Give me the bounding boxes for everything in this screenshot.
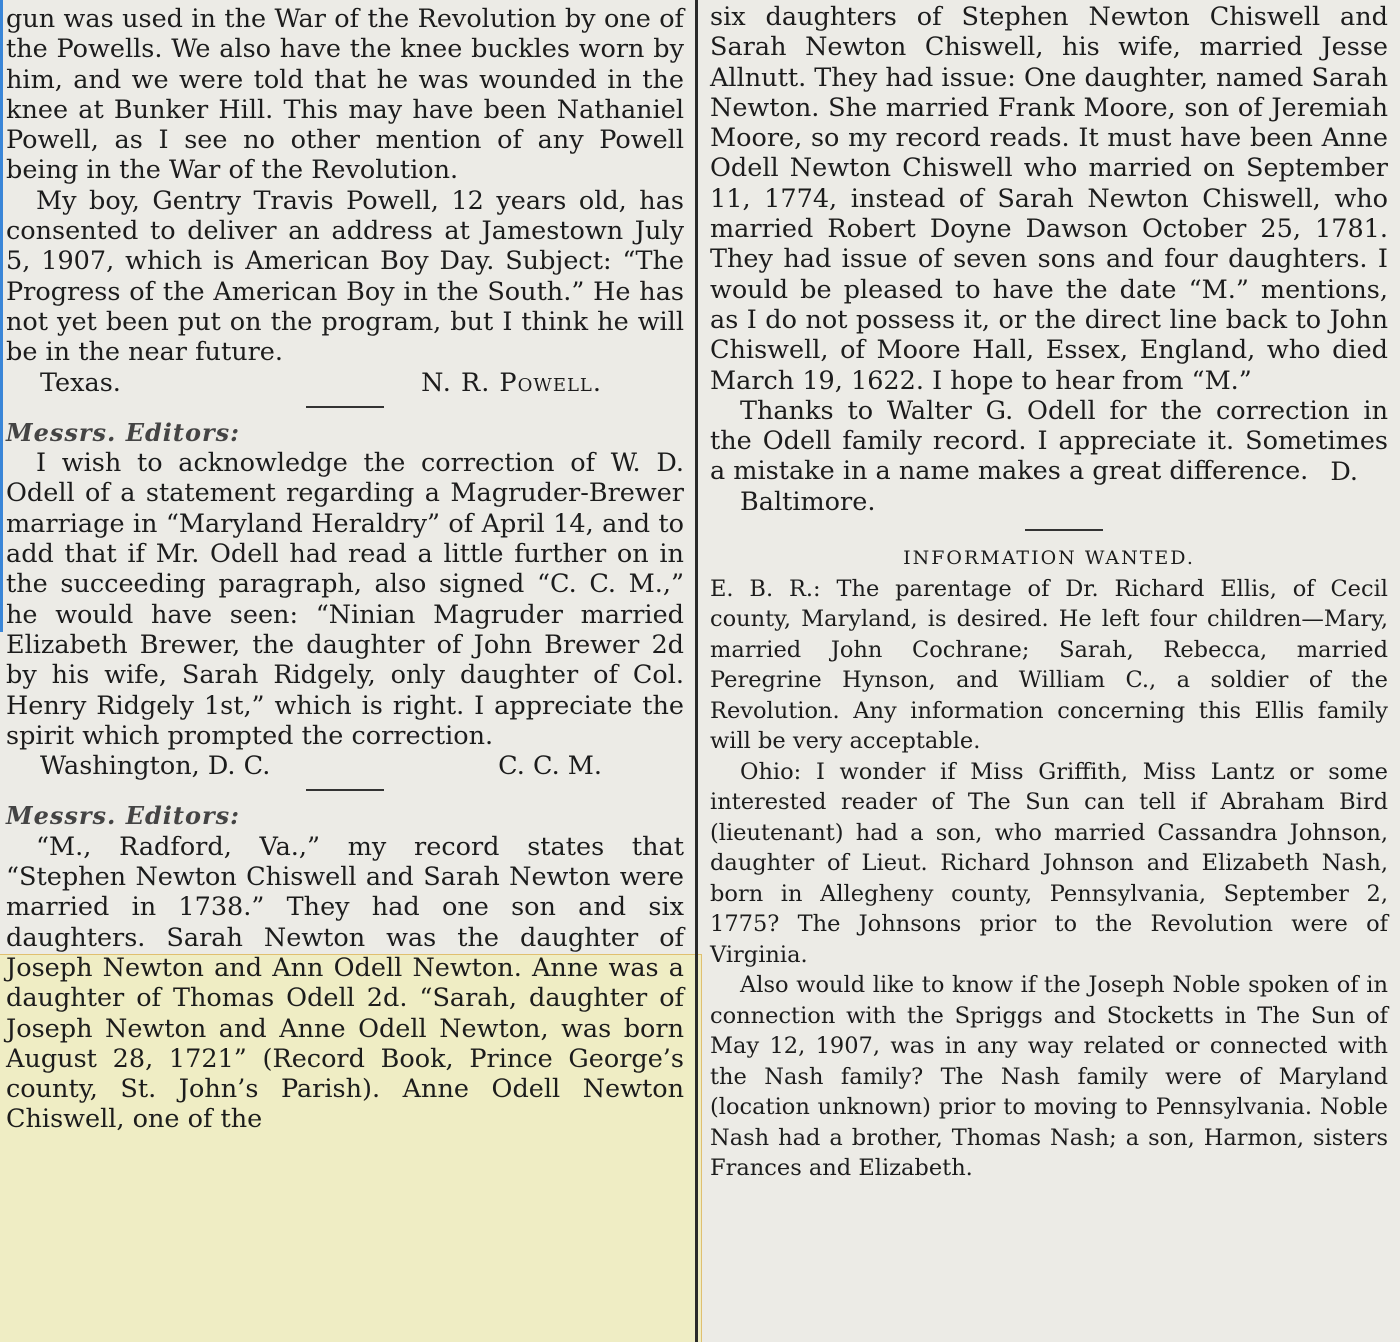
signature [6,368,684,398]
signature-name: C. C. M. [498,751,602,782]
section-divider [306,406,384,408]
paragraph: Also would like to know if the Joseph Noble spoken of in connection with the Spriggs and Stocketts in The Sun of May 12, 1907, was in any way related or connected with the Nash family? The Nash family were of Maryland (location unknown) prior to moving to Pennsylvania. Noble Nash had a brother, Thomas Nash; a son, Harmon, sisters Frances and Elizabeth. [710,972,1388,1182]
salutation: Messrs. Editors: [6,417,241,447]
signature [6,751,684,781]
section-heading: INFORMATION WANTED. [903,547,1195,570]
paragraph: My boy, Gentry Travis Powell, 12 years old, has consented to deliver an address at Jamestown July 5, 1907, which is American Boy Day. Subject: “The Progress of the American Boy in the South.” He has not yet been put on the program, but I think he will be in the near future. [6,185,684,368]
paragraph: gun was used in the War of the Revolution by one of the Powells. We also have the knee buckles worn by him, and we were told that he was wounded in the knee at Bunker Hill. This may have been Nathaniel Powell, as I see no other mention of any Powell being in the War of the Revolution. [6,4,684,186]
paragraph: I wish to acknowledge the correction of W. D. Odell of a statement regarding a Magruder-Brewer marriage in “Maryland Heraldry” of April 14, and to add that if Mr. Odell had read a little further on in the succeeding paragraph, also signed “C. C. M.,” he would have seen: “Ninian Magruder married Elizabeth Brewer, the daughter of John Brewer 2d by his wife, Sarah Ridgely, only daughter of Col. Henry Ridgely 1st,” which is right. I appreciate the spirit which prompted the correction. [6,448,684,751]
signature-place: Texas. [40,367,121,398]
signature-place: Baltimore. [740,487,876,518]
highlighted-letter [6,801,684,1134]
paragraph: “M., Radford, Va.,” my record states that “Stephen Newton Chiswell and Sarah Newton were married in 1738.” They had one son and six daughters. Sarah Newton was the daughter of Joseph Newton and Ann Odell Newton. Anne was a daughter of Thomas Odell 2d. “Sarah, daughter of Joseph Newton and Anne Odell Newton, was born August 28, 1721” (Record Book, Prince George’s county, St. John’s Parish). Anne Odell Newton Chiswell, one of the [6,831,684,1135]
paragraph: E. B. R.: The parentage of Dr. Richard Ellis, of Cecil county, Maryland, is desired. He left four children—Mary, married John Cochrane; Sarah, Rebecca, married Peregrine Hynson, and William C., a soldier of the Revolution. Any information concerning this Ellis family will be very acceptable. [710,575,1388,755]
signature-name: N. R. Powell. [421,367,602,398]
signature-place: Washington, D. C. [40,751,271,782]
section-divider [306,789,384,791]
left-column [0,0,694,1135]
paragraph: six daughters of Stephen Newton Chiswell and Sarah Newton Chiswell, his wife, married Jesse Allnutt. They had issue: One daughter, named Sarah Newton. She married Frank Moore, son of Jeremiah Moore, so my record reads. It must have been Anne Odell Newton Chiswell who married on September 11, 1774, instead of Sarah Newton Chiswell, who married Robert Doyne Dawson October 25, 1781. They had issue of seven sons and four daughters. I would be pleased to have the date “M.” mentions, as I do not possess it, or the direct line back to John Chiswell, of Moore Hall, Essex, England, who died March 19, 1622. I hope to hear from “M.” [710,2,1388,396]
salutation: Messrs. Editors: [6,801,241,831]
paragraph: Thanks to Walter G. Odell for the correction in the Odell family record. I appreciate it. Sometimes a mistake in a name makes a great difference. [710,395,1388,487]
right-column [700,0,1400,1184]
section-divider [1025,529,1103,531]
signature-initial: D. [1330,456,1358,487]
paragraph: Ohio: I wonder if Miss Griffith, Miss Lantz or some interested reader of The Sun can tell if Abraham Bird (lieutenant) had a son, who married Cassandra Johnson, daughter of Lieut. Richard Johnson and Elizabeth Nash, born in Allegheny county, Pennsylvania, September 2, 1775? The Johnsons prior to the Revolution were of Virginia. [710,758,1388,968]
column-rule [695,0,698,1342]
